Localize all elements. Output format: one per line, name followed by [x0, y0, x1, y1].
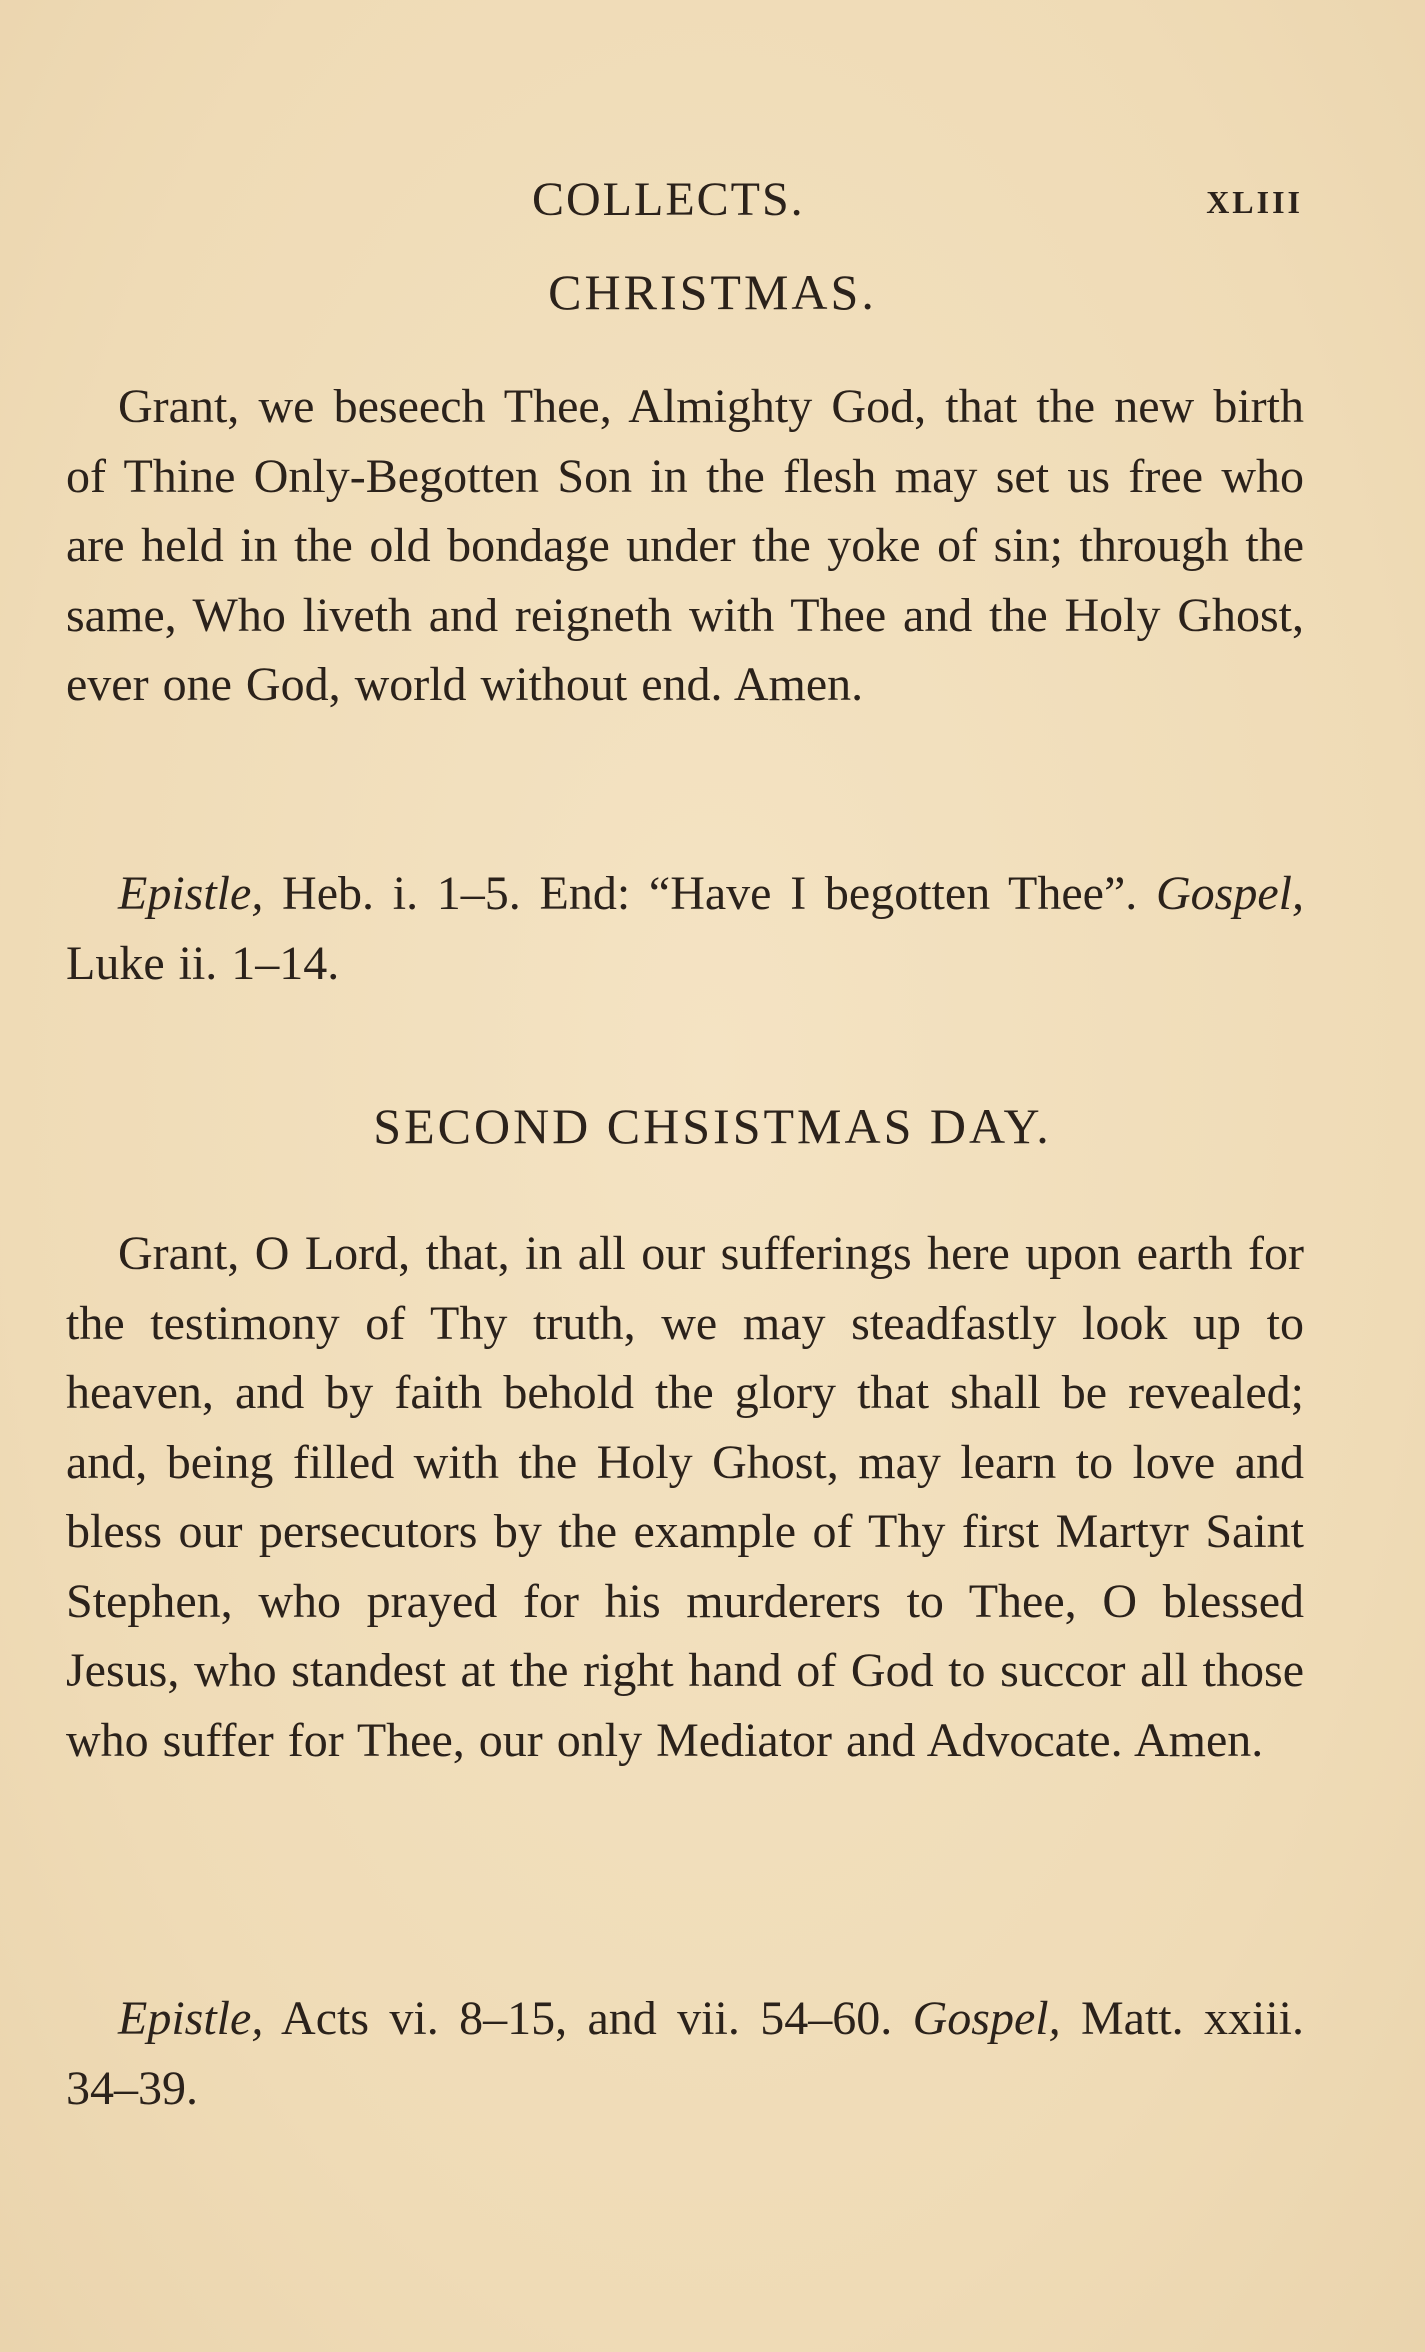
gospel-label: Gospel,: [912, 1992, 1061, 2045]
running-title: COLLECTS.: [532, 173, 805, 226]
lessons-second-christmas-day: [66, 1984, 1304, 2123]
section-heading-second-christmas-day: SECOND CHSISTMAS DAY.: [373, 1098, 1052, 1154]
epistle-reference: Heb. i. 1–5. End: “Have I begotten Thee”.: [263, 867, 1157, 920]
epistle-reference: Acts vi. 8–15, and vii. 54–60.: [263, 1992, 913, 2045]
page-number: XLIII: [1206, 184, 1303, 220]
epistle-label: Epistle,: [118, 867, 264, 920]
lessons-christmas: [66, 859, 1304, 998]
gospel-label: Gospel,: [1156, 867, 1304, 920]
section-heading-christmas: CHRISTMAS.: [548, 264, 877, 320]
epistle-label: Epistle,: [118, 1992, 264, 2045]
collect-text-second-christmas-day: Grant, O Lord, that, in all our sufferings here upon earth for the testimony of Thy truth, we may steadfastly look up to heaven, and by faith behold the glory that shall be revealed; and, being filled with the Holy Ghost, may learn to love and bless our persecutors by the example of Thy first Martyr Saint Stephen, who prayed for his murderers to Thee, O blessed Jesus, who standest at the right hand of God to succor all those who suffer for Thee, our only Mediator and Advocate. Amen.: [66, 1227, 1304, 1767]
gospel-reference: Luke ii. 1–14.: [66, 936, 340, 990]
running-head: [0, 172, 1425, 232]
gospel-reference: Matt. xxiii. 34–39.: [66, 1992, 1304, 2115]
collect-text-christmas: Grant, we beseech Thee, Almighty God, that the new birth of Thine Only-Begotten Son in the flesh may set us free who are held in the old bondage under the yoke of sin; through the same, Who liveth and reigneth with Thee and the Holy Ghost, ever one God, world without end. Amen.: [66, 380, 1304, 711]
